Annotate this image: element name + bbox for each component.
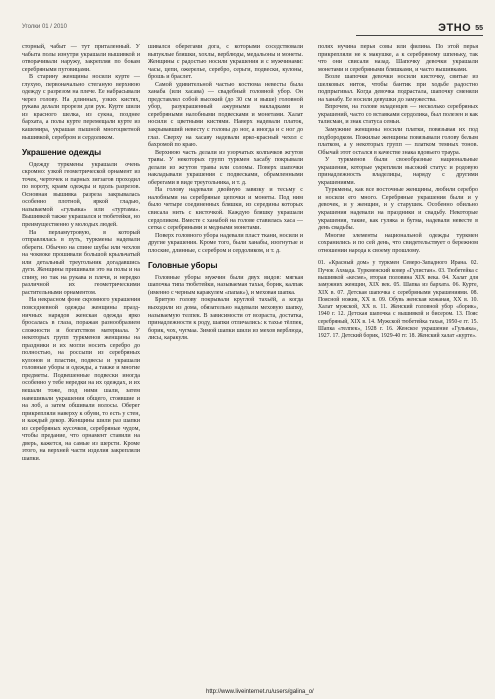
paragraph: Туркмены, как все восточные женщины, любили серебро и носили его много. Серебряные украшения были и у девочек, и у женщин, и у старушек. Особенно обильно украшения надевали на праздники и свадьбу. Некоторые украшения, такие, как гуляка и бугма, надевали невесте в день свадьбы. [318,187,478,232]
page-header [438,22,483,34]
paragraph: У туркменов были своеобразные национальные украшения, которые укрепляли высокий статус и родовую принадлежность владелицы, наряду с другими украшениями. [318,157,478,186]
column-1 [22,44,140,463]
paragraph: На голову надевали двойную завязку и тесьму с налобными на серебряные цепочки и монеты. Под ним было четыре соединенных бляшки, из середины которых свисала нить с кисточкой. Каждую бляшку украшали сердоликом. Вместе с ханабой на голове ставилась хаса — сетка с серебряными и медными монетами. [148,187,303,232]
column-3 [318,44,478,341]
paragraph: Верхнюю часть делали из узорчатых колпачков жгутов травы. У некоторых групп туркмен хасабу покрывали делали из жгутов травы или соломы. Поверх шапочки накладывали украшения с подвесками, обрамленными оберегами в виде треугольника, и т. д. [148,149,303,186]
logo-text: ЭТНО [438,22,472,34]
column-2 [148,44,303,343]
paragraph: На некрасном фоне скромного украшения повседневной одежды женщины праздничных нарядов женская одежда ярко бросалась в глаза, поражая разнообразием сложности и богатством материала. У некоторых групп туркменов женщины на праздники и их могли носить серебро до полностью, на россыпи из серебряных кулонов и пластин, подвесы и украшали головные уборы и одежды, а также и многие предметы. Подвешенные подвески иногда особенно у тебе нередки на их одеждах, и их вешали тоже, под ними шали, затем навешивали украшения общего, стоявшие и на лоб, а затем обшивали волосы. Оберег прикрепляли наверху к обуви, то есть у стен, и каждый декор. Женщины шили раз шапки из серебряных кусочков, серебряные чудом, чтобы предание, что орнамент ставили на дверь, кажется, на самые из шерсти. Кроме этого, на верхней части изделия закрепляли шапки. [22,297,140,462]
section-heading-hats: Головные уборы [148,261,218,271]
paragraph: сторный, чабыт — тут приталенный. У чабыта полы изнутри украшали вышивкой и отворачивали наружу, закрепляя по бокам серебряными пуговицами. [22,44,140,73]
source-url[interactable]: http://www.liveinternet.ru/users/galina_o/ [206,689,314,695]
paragraph: Головные уборы мужчин были двух видов: мягкая шапочка типа тюбетейки, называемая тахья, борик, калпак (именно с черным каракулем «папак»), и меховая шапка. [148,274,303,296]
paragraph: Впрочем, на голове младенцев — несколько серебряных украшений, часто со вставками сердолика, был полезен и как талисман, и знак статуса семьи. [318,104,478,126]
issue-label: Уголки 01 / 2010 [22,24,67,30]
magazine-logo [438,22,471,34]
paragraph: шивался оберегами дога, с которыми соседствовали выпуклые бляшки, хохлы, верблюды, медальоны и монеты. Женщины с радостью носили украшения и с мужчинами: часы, цепи, ожерелье, серебро, серьги, подвески, кулоны, брошь и браслет. [148,44,303,81]
paragraph: Поверх головного убора надевали пласт ткани, носили и другие украшения. Кроме того, были ханабы, изогнутые и плоские, длинные, с серебром и сердоликом, и т. д. [148,232,303,254]
paragraph: На перламутровую, в который отправлялась в путь, туркмены надевали обереги. Обычно на спине шубы или чехлов на чоквоке прошивали большой крыльчатый или детальный треугольник догадавшись дуги. Женщины пришивали это на полы и на спину, но так на рукава и плечи, и нередко различной их геометрическими растительными орнаментом. [22,229,140,296]
photo-captions: 01. «Красный дом» у туркмен Северо-Западного Ирана. 02. Пучок Ахмада. Туркменский ковер «Гулистан». 03. Тюбетейка с вышивкой «кесме», вторая половина XIX века. 04. Халат для замужних женщин, XIX век. 05. Шапка из бархата. 06. Курте, XIX в. 07. Детская шапочка с серебряными украшениями. 08. Поясной ножик, XX в. 09. Обувь женская кожаная, XX в. 10. Халат мужской, XX в. 11. Женский головной убор «борик», 1940 г. 12. Детская шапочка с вышивкой и бисером. 13. Пояс серебряный, XIX в. 14. Мужской тюбетейка тахья, 1950-е гг. 15. Шапка «телпек», 1928 г. 16. Женское украшение «Гульяка», 1927. 17. Детский борик, 1929-40 гг. 18. Женский халат «курте». [318,260,478,340]
paragraph: полях нучина перья совы или филина. По этой перья прикрепляли не к макушке, а к серебряному шпеньку, так что они свисали назад. Шапочку девочки украшали монетами и серебряными бляшками, и часто вышивками. [318,44,478,73]
paragraph: Бритую голову покрывали круглой тахьёй, а когда выходили из дома, обязательно надевали меховую шапку, называемую телпек. В зависимости от возраста, достатка, принадлежности к роду, шапки отличались: к тахье тёлпек, борик, чох, чугмаа. Зимой шапки шили из мехов верблюда, лисы, каракуля. [148,297,303,342]
paragraph: Возле шапочки девочки носили кисточку, свитые из шелковых ниток, чтобы бантик при ходьбе радостно подпрыгивал. Когда девочка подрастала, шапочку сменяли на ханабу. Ее носили девушки до замужества. [318,74,478,103]
paragraph: Самой удивительной частью костюма невесты была ханаба (или хасава) — свадебный головной убор. Он представлял собой высокий (до 30 см и выше) головной убор, разукрашенный ажурными накладками и серебряными налобными подвесками и монетами. Халат носили с цветными кистями. Наверх надевали платок, закрывавший невесту с головы до ног, а иногда и с ног до глаз. Сверху на хасаву надевали ярко-красный чехол с бахромой по краю. [148,81,303,149]
paragraph: Многие элементы национальной одежды туркмен сохранились и по сей день, что свидетельствует о бережном отношении народа к своему прошлому. [318,232,478,254]
header-divider [356,35,483,36]
paragraph: Одежду туркмены украшали очень скромно: узкой геометрической орнамент из точек, черточек и парных зигзагов проходил по вороту, краям одежды и вдоль разрезов. Основная вышивка разреза закрывалась особенно плотной, яркой гладью, называемой «гульяка» или «туртама». Вышивкой также украшался и тюбетейки, но преимущественно у молодых людей. [22,161,140,228]
page-number: 55 [475,24,483,32]
section-heading-decoration: Украшение одежды [22,148,102,158]
paragraph: В старину женщины носили курте — глухую, первоначально стеганую верхнюю одежду с разрезом на плече. Ее набрасывали через голову. На длинных, узких кистях, рукава делали прорези для рук. Курте шили из красного шелка, из сукна, позднее бархата, а полы курте перемещали курте из кашемира, украшая пышной многоцветной вышивкой, серебром и сердоликом. [22,74,140,141]
paragraph: Замужние женщины носили платки, повязывая их под подбородком. Пожилые женщины повязывали голову белым платком, а у некоторых групп — платком темных тонов. Обычай этот остался в качестве знака вдовьего траура. [318,127,478,156]
